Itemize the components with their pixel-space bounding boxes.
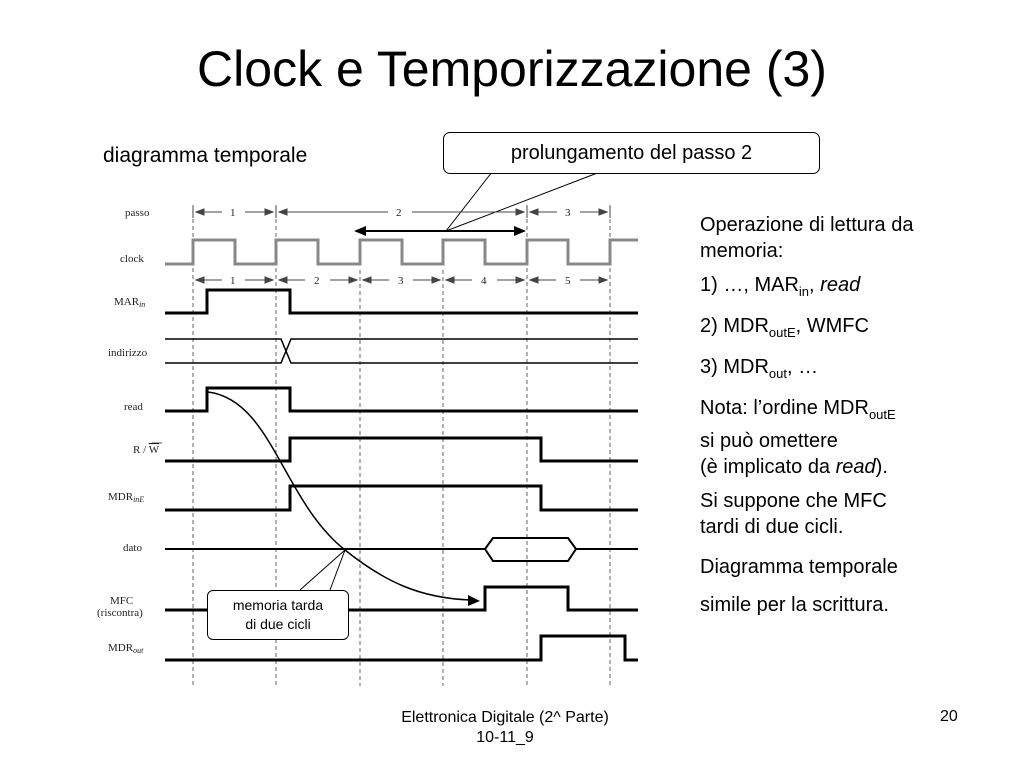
mar-in-waveform bbox=[165, 290, 638, 313]
label-mdr-ine: MDRinE bbox=[108, 491, 145, 504]
callout-memoria-tarda: memoria tarda di due cicli bbox=[207, 590, 349, 640]
footer: Elettronica Digitale (2^ Parte) 10-11_9 bbox=[401, 709, 609, 746]
mfc-note: Si suppone che MFC tardi di due cicli. bbox=[700, 490, 887, 538]
label-mfc-riscontra: (riscontra) bbox=[97, 607, 143, 619]
callout2-pointer bbox=[300, 550, 345, 590]
label-mdr-out: MDRout bbox=[108, 642, 144, 655]
passo-number: 1 bbox=[230, 207, 236, 219]
label-rw: R / W bbox=[133, 444, 160, 456]
step-1: 1) …, $MAR_{in}$, read bbox=[700, 274, 861, 299]
description-text bbox=[700, 212, 1000, 632]
causality-arrowhead bbox=[468, 595, 480, 606]
passo-number: 3 bbox=[565, 207, 571, 219]
nota: Nota: l’ordine $MDR_{outE}$ si può omettere (è implicato da read). bbox=[700, 397, 896, 478]
label-mar-in: MARin bbox=[114, 296, 146, 309]
callout-prolungamento: prolungamento del passo 2 bbox=[443, 132, 820, 174]
diagram-subtitle: diagramma temporale bbox=[103, 144, 308, 167]
label-dato: dato bbox=[123, 542, 142, 554]
step-2: 2) $MDR_{outE}$, WMFC bbox=[700, 315, 869, 340]
label-indirizzo: indirizzo bbox=[108, 347, 148, 359]
cycle-number: 4 bbox=[481, 275, 487, 287]
indirizzo-waveform bbox=[165, 339, 638, 363]
mdr-ine-waveform bbox=[165, 486, 638, 510]
dato-waveform bbox=[165, 538, 638, 561]
cycle-number: 5 bbox=[565, 275, 571, 287]
rw-waveform bbox=[165, 438, 638, 461]
cycle-number: 3 bbox=[398, 275, 404, 287]
slide-title: Clock e Temporizzazione (3) bbox=[197, 41, 827, 97]
step-3: 3) $MDR_{out}$, … bbox=[700, 356, 819, 381]
passo-number: 2 bbox=[396, 207, 402, 219]
simile-note: Diagramma temporale simile per la scrittura. bbox=[700, 556, 898, 616]
label-clock: clock bbox=[120, 253, 144, 265]
callout-pointer bbox=[446, 172, 600, 231]
page-number: 20 bbox=[940, 708, 958, 725]
op-title: Operazione di lettura da memoria: bbox=[700, 214, 914, 262]
read-waveform bbox=[165, 388, 638, 411]
clock-waveform bbox=[165, 240, 638, 264]
cycle-number: 1 bbox=[230, 275, 236, 287]
causality-curve bbox=[208, 392, 470, 600]
cycle-number: 2 bbox=[314, 275, 320, 287]
prolungamento-arrow bbox=[354, 226, 526, 236]
label-passo: passo bbox=[125, 207, 150, 219]
passo-brackets bbox=[193, 206, 610, 218]
label-read: read bbox=[124, 401, 143, 413]
label-mfc: MFC bbox=[110, 595, 134, 607]
